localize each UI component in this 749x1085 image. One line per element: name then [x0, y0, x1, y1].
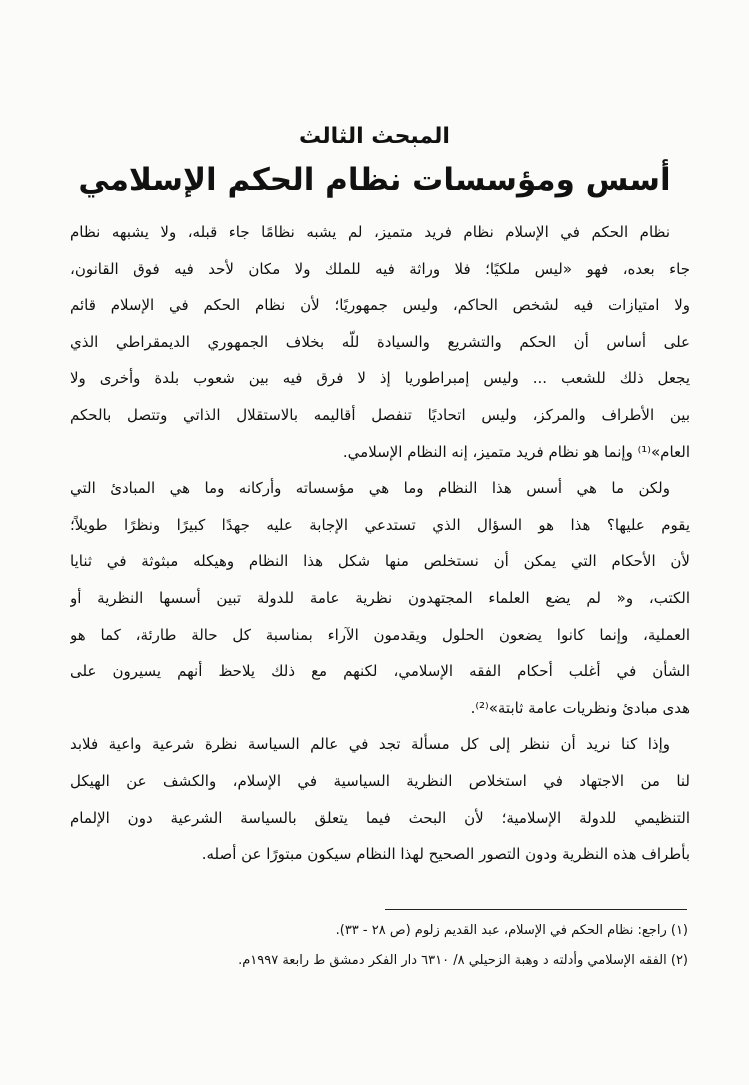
footnote-2: (٢) الفقه الإسلامي وأدلته د وهبة الزحيلي ٨/ ٦٣١٠ دار الفكر دمشق ط رابعة ١٩٩٧م. — [238, 953, 688, 968]
paragraph-line: العام»⁽¹⁾ وإنما هو نظام فريد متميز، إنه النظام الإسلامي. — [342, 442, 690, 461]
paragraph-line: بأطراف هذه النظرية ودون التصور الصحيح لهذا النظام سيكون مبتورًا عن أصله. — [201, 845, 690, 864]
paragraph-line: الكتب، و« لم يضع العلماء المجتهدون نظرية عامة للدولة تبين أسسها النظرية أو — [70, 588, 690, 607]
paragraph-line: الشأن في أغلب أحكام الفقه الإسلامي، لكنهم مع ذلك يلاحظ أنهم يسيرون على — [70, 662, 690, 681]
paragraph-line: يقوم عليها؟ هذا هو السؤال الذي تستدعي الإجابة عليه جهدًا كبيرًا ونظرًا طويلاً؛ — [70, 515, 690, 534]
paragraph-line: جاء بعده، فهو «ليس ملكيًا؛ فلا وراثة فيه للملك ولا مكان لأحد فيه فوق القانون، — [70, 259, 690, 278]
paragraph-line: ولا امتيازات فيه لشخص الحاكم، وليس جمهوريًا؛ لأن نظام الحكم في الإسلام قائم — [70, 296, 690, 315]
paragraph-line: التنظيمي للدولة الإسلامية؛ لأن البحث فيما يتعلق بالسياسة الشرعية دون الإلمام — [70, 808, 690, 827]
paragraph-line: وإذا كنا نريد أن ننظر إلى كل مسألة تجد في عالم السياسة نظرة شرعية واعية فلابد — [70, 735, 670, 754]
paragraph-line: على أساس أن الحكم والتشريع والسيادة للّه بخلاف الجمهوري الديمقراطي الذي — [70, 332, 690, 351]
paragraph-line: بين الأطراف والمركز، وليس اتحاديًا تنفصل أقاليمه بالاستقلال الذاتي وتتصل بالحكم — [70, 405, 690, 424]
paragraph-line: نظام الحكم في الإسلام نظام فريد متميز، لم يشبه نظامًا جاء قبله، ولا يشبهه نظام — [70, 223, 670, 241]
paragraph-line: ولكن ما هي أسس هذا النظام وما هي مؤسساته وأركانه وما هي المبادئ التي — [70, 479, 670, 498]
paragraph-line: لنا من الاجتهاد في استخلاص النظرية السياسية في الإسلام، والكشف عن الهيكل — [70, 771, 690, 790]
paragraph-line: العملية، وإنما كانوا يضعون الحلول ويقدمون الآراء بمناسبة كل حالة طارئة، كما هو — [70, 625, 690, 644]
footnote-separator — [385, 909, 687, 910]
footnote-1: (١) راجع: نظام الحكم في الإسلام، عبد القديم زلوم (ص ٢٨ - ٣٣). — [335, 923, 688, 938]
chapter-title: أسس ومؤسسات نظام الحكم الإسلامي — [78, 162, 671, 198]
body-text — [70, 214, 690, 873]
paragraph-line: هدى مبادئ ونظريات عامة ثابتة»⁽²⁾. — [470, 698, 690, 717]
section-label: المبحث الثالث — [299, 124, 450, 149]
footnotes — [70, 916, 688, 976]
paragraph-line: يجعل ذلك للشعب ... وليس إمبراطوريا إذ لا فرق فيه بين شعوب بلدة وأخرى ولا — [70, 369, 690, 388]
paragraph-line: لأن الأحكام التي يمكن أن نستخلص منها شكل هذا النظام وهيكله مبثوثة في ثنايا — [70, 552, 690, 571]
